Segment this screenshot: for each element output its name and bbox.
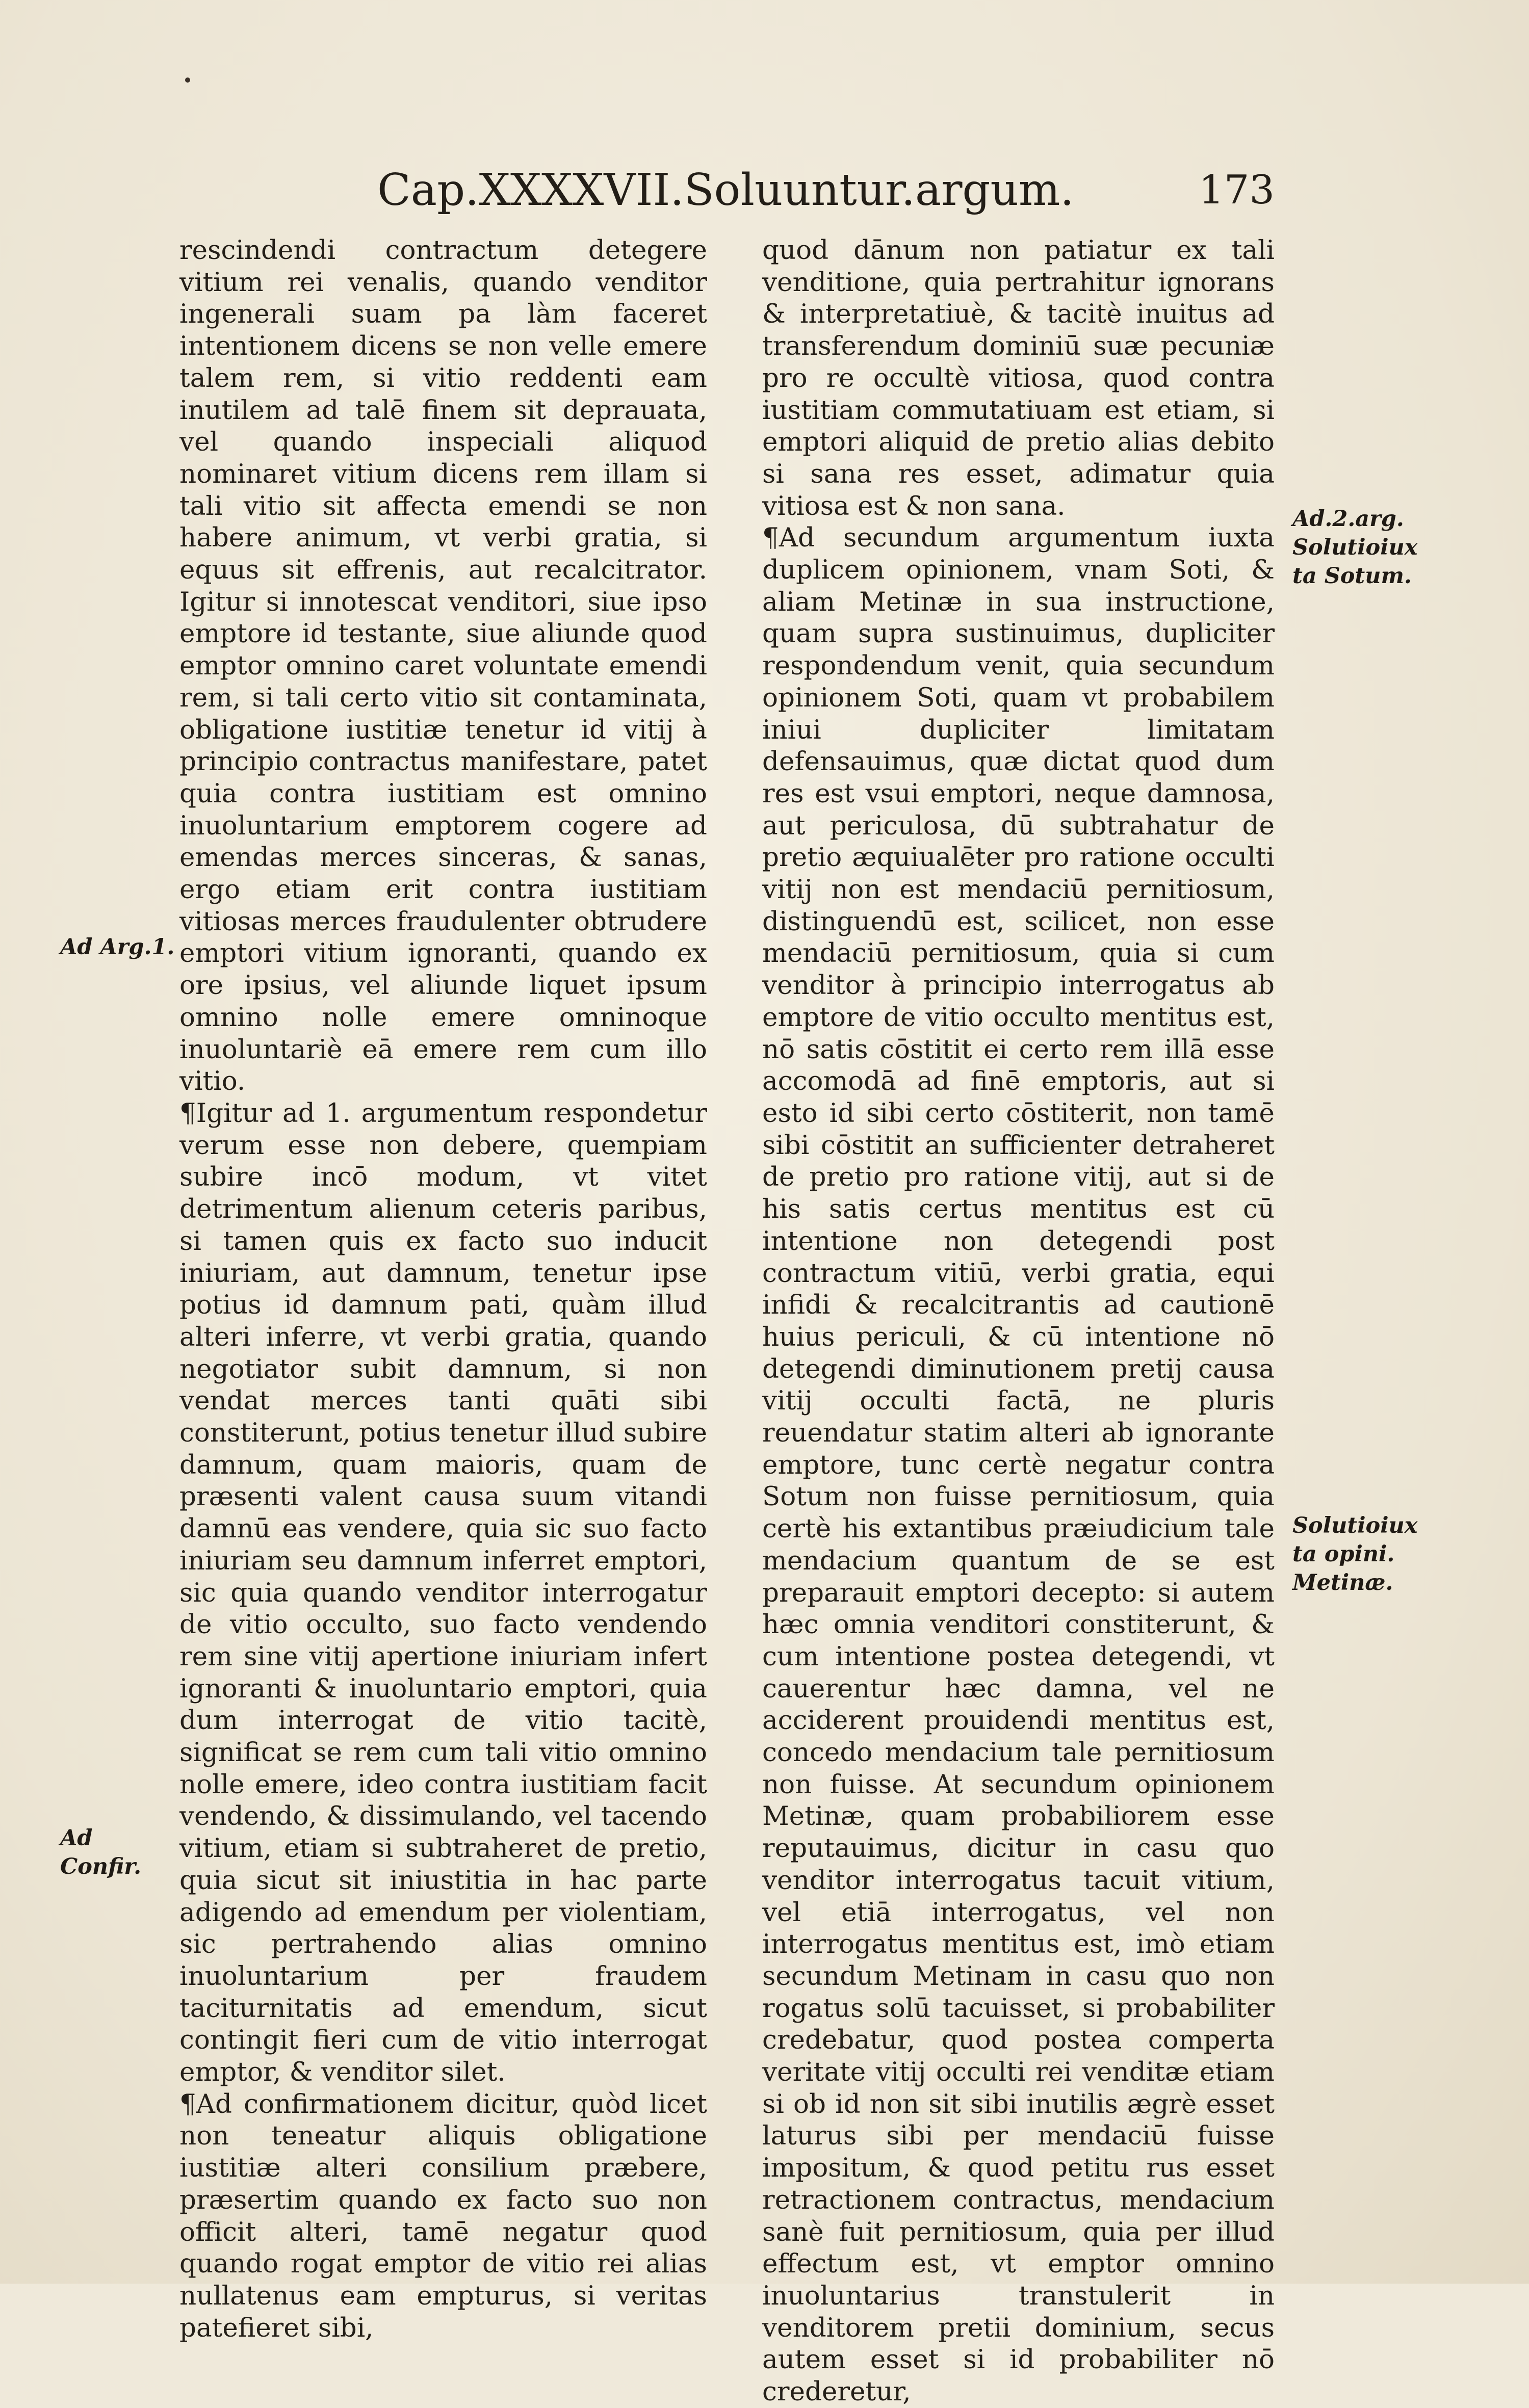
paragraph: quod dānum non patiatur ex tali venditione, quia pertrahitur ignorans & interpretatiuè, & tacitè inuitus ad transferendum dominiū suæ pecuniæ pro re occultè vitiosa, quod contra iustitiam commutatiuam est etiam, si emptori aliquid de pretio alias debito si sana res esset, adimatur quia vitiosa est & non sana. — [762, 235, 1275, 521]
paragraph: ¶Ad secundum argumentum iuxta duplicem opinionem, vnam Soti, & aliam Metinæ in sua instructione, quam supra sustinuimus, dupliciter respondendum venit, quia secundum opinionem Soti, quam vt probabilem iniui dupliciter limitatam defensauimus, quæ dictat quod dum res est vsui emptori, neque damnosa, aut periculosa, dū subtrahatur de pretio æquiualēter pro ratione occulti vitij non est mendaciū pernitiosum, distinguendū est, scilicet, non esse mendaciū pernitiosum, quia si cum venditor à principio interrogatus ab emptore de vitio occulto mentitus est, nō satis cōstitit ei certo rem illā esse accomodā ad finē emptoris, aut si esto id sibi certo cōstiterit, non tamē sibi cōstitit an sufficienter detraheret de pretio pro ratione vitij, aut si de his satis certus mentitus est cū intentione non detegendi post contractum vitiū, verbi gratia, equi infidi & recalcitrantis ad cautionē huius periculi, & cū intentione nō detegendi diminutionem pretij causa vitij occulti factā, ne pluris reuendatur statim alteri ab ignorante emptore, tunc certè negatur contra Sotum non fuisse pernitiosum, quia certè his extantibus præiudicium tale mendacium quantum de se est preparauit emptori decepto: si autem hæc omnia venditori constiterunt, & cum intentione postea detegendi, vt cauerentur hæc damna, vel ne acciderent prouidendi mentitus est, concedo mendacium tale pernitiosum non fuisse. At secundum opinionem Metinæ, quam probabiliorem esse reputauimus, dicitur in casu quo venditor interrogatus tacuit vitium, vel etiā interrogatus, vel non interrogatus mentitus est, imò etiam secundum Metinam in casu quo non rogatus solū tacuisset, si probabiliter credebatur, quod postea comperta veritate vitij occulti rei venditæ etiam si ob id non sit sibi inutilis ægrè esset laturus sibi per mendaciū fuisse impositum, & quod petitu rus esset retractionem contractus, mendacium sanè fuit pernitiosum, quia per illud effectum est, vt emptor omnino inuoluntarius transtulerit in venditorem pretii dominium, secus autem esset si id probabiliter nō crederetur, — [762, 522, 1275, 2407]
page-number: 173 — [1199, 167, 1275, 213]
paragraph: rescindendi contractum detegere vitium rei venalis, quando venditor ingenerali suam pa làm faceret intentionem dicens se non velle emere talem rem, si vitio reddenti eam inutilem ad talē finem sit deprauata, vel quando inspeciali aliquod nominaret vitium dicens rem illam si tali vitio sit affecta emendi se non habere animum, vt verbi gratia, si equus sit effrenis, aut recalcitrator. Igitur si innotescat venditori, siue ipso emptore id testante, siue aliunde quod emptor omnino caret voluntate emendi rem, si tali certo vitio sit contaminata, obligatione iustitiæ tenetur id vitij à principio contractus manifestare, patet quia contra iustitiam est omnino inuoluntarium emptorem cogere ad emendas merces sinceras, & sanas, ergo etiam erit contra iustitiam vitiosas merces fraudulenter obtrudere emptori vitium ignoranti, quando ex ore ipsius, vel aliunde liquet ipsum omnino nolle emere omninoque inuoluntariè eā emere rem cum illo vitio. — [179, 235, 707, 1097]
margin-note-right: Ad.2.arg. Solutioiux ta Sotum. — [1292, 506, 1418, 589]
page-header — [357, 162, 1275, 218]
margin-note-left: Ad Arg.1. — [60, 934, 175, 960]
text-column-left — [179, 234, 707, 2344]
text-column-right — [762, 234, 1275, 2408]
margin-note-right: Solutioiux ta opini. Metinæ. — [1292, 1513, 1418, 1595]
margin-note-left: Ad Confir. — [60, 1825, 142, 1879]
ink-speck — [185, 77, 190, 83]
paragraph: ¶Igitur ad 1. argumentum respondetur verum esse non debere, quempiam subire incō modum, vt vitet detrimentum alienum ceteris paribus, si tamen quis ex facto suo inducit iniuriam, aut damnum, tenetur ipse potius id damnum pati, quàm illud alteri inferre, vt verbi gratia, quando negotiator subit damnum, si non vendat merces tanti quāti sibi constiterunt, potius tenetur illud subire damnum, quam maioris, quam de præsenti valent causa suum vitandi damnū eas vendere, quia sic suo facto iniuriam seu damnum inferret emptori, sic quia quando venditor interrogatur de vitio occulto, suo facto vendendo rem sine vitij apertione iniuriam infert ignoranti & inuoluntario emptori, quia dum interrogat de vitio tacitè, significat se rem cum tali vitio omnino nolle emere, ideo contra iustitiam facit vendendo, & dissimulando, vel tacendo vitium, etiam si subtraheret de pretio, quia sicut sit iniustitia in hac parte adigendo ad emendum per violentiam, sic pertrahendo alias omnino inuoluntarium per fraudem taciturnitatis ad emendum, sicut contingit fieri cum de vitio interrogat emptor, & venditor silet. — [179, 1097, 708, 2088]
running-title: Cap.XXXXVII.Soluuntur.argum. — [377, 165, 1074, 216]
paragraph: ¶Ad confirmationem dicitur, quòd licet non teneatur aliquis obligatione iustitiæ alteri consilium præbere, præsertim quando ex facto suo non officit alteri, tamē negatur quod quando rogat emptor de vitio rei alias nullatenus eam empturus, si veritas patefieret sibi, — [179, 2088, 707, 2343]
